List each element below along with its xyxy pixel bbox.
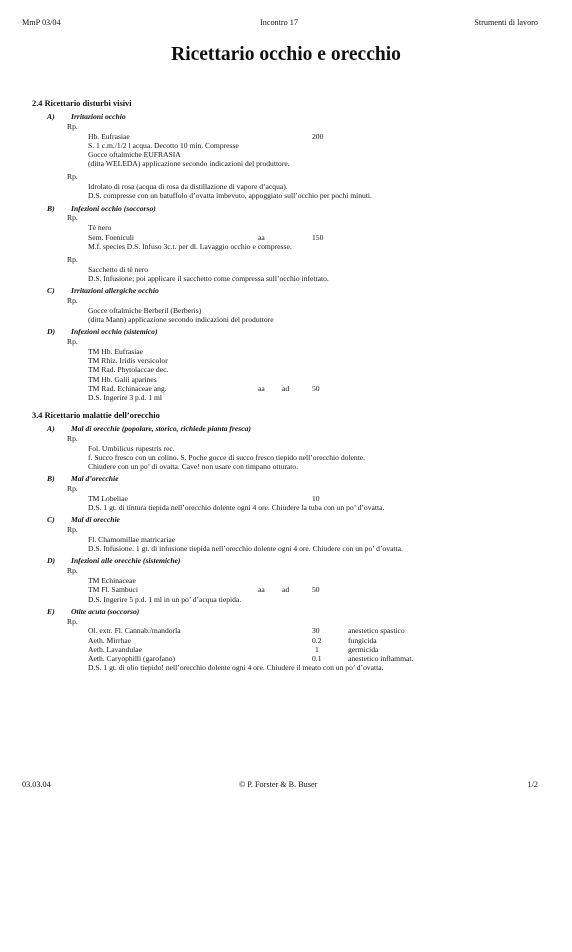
recipe-line: Gocce oftalmiche EUFRASIA: [88, 150, 181, 160]
recipe-line: TM Hb. Eufrasiae: [88, 346, 144, 356]
ingredient: TM Lobeliae: [88, 494, 128, 503]
recipe-line: TM Rad. Phytolaccae dec.: [88, 365, 169, 375]
subsection-title: Mal di orecchie: [71, 515, 120, 525]
subsection-title: Irritazioni allergiche occhio: [71, 286, 159, 296]
subsection-title: Infezioni alle orecchie (sistemiche): [71, 556, 181, 566]
page-title: Ricettario occhio e orecchio: [171, 44, 401, 65]
ingredient-note: anestetico spastico: [348, 626, 405, 636]
recipe-line: M.f. species D.S. Infuso 3c.t. per dl. Lavaggio occhio e compresse.: [88, 241, 292, 251]
recipe-line: S. 1 c.m./1/2 l acqua. Decotto 10 min. Compresse: [88, 140, 239, 150]
subsection-title: Infezioni occhio (soccorso): [71, 203, 156, 213]
recipe-line: [32, 233, 542, 242]
ingredient: Aeth. Mirrhae: [88, 635, 132, 645]
recipe-line: TM Rhiz. Iridis versicolor: [88, 356, 168, 366]
recipe-line: [32, 654, 542, 663]
ingredient: TM Fl. Sambuci: [88, 585, 138, 595]
subsection-ear-b: [32, 474, 542, 484]
recipe-marker: Rp.: [67, 525, 78, 535]
aa-marker: aa: [258, 383, 265, 393]
recipe-marker: Rp.: [67, 172, 78, 182]
ingredient-note: germicida: [348, 644, 379, 654]
quantity: 200: [312, 131, 324, 141]
quantity: 1: [315, 644, 319, 654]
recipe-line: [32, 384, 542, 393]
recipe-line: Fl. Chamomillae matricariae: [88, 535, 176, 545]
quantity: 30: [312, 626, 320, 636]
recipe-line: TM Hb. Galii aparines: [88, 374, 157, 384]
recipe-line: [32, 636, 542, 645]
ingredient: TM Rad. Echinaceae ang.: [88, 383, 167, 393]
recipe-line: D.S. Infusione; poi applicare il sacchetto come compressa sull’occhio infettato.: [88, 273, 329, 283]
subsection-title: Mal di orecchie (popolare, storico, richiede pianta fresca): [71, 424, 251, 433]
section-heading-ear: 3.4 Ricettario malattie dell’orecchio: [32, 411, 160, 421]
quantity: 50: [312, 383, 320, 393]
subsection-letter: C): [47, 286, 55, 296]
ingredient: Aeth. Caryophilli (garofano): [88, 654, 176, 664]
recipe-line: D.S. Ingerire 5 p.d. 1 ml in un po’ d’acqua tiepida.: [88, 594, 242, 604]
subsection-eye-d: [32, 327, 542, 337]
quantity: 150: [312, 232, 324, 242]
subsection-title: Otite acuta (soccorso): [71, 606, 140, 616]
recipe-line: Chiudere con un po’ di ovatta. Cave! non usare con timpano otturato.: [88, 462, 299, 472]
footer-date: 03.03.04: [22, 780, 51, 789]
subsection-title: Irritazioni occhio: [71, 111, 126, 121]
subsection-ear-e: [32, 607, 542, 617]
ingredient: Ol. extr. Fl. Cannab./mandorla: [88, 626, 181, 636]
recipe-line: Tè nero: [88, 223, 112, 233]
recipe-marker: Rp.: [67, 616, 78, 626]
recipe-marker: Rp.: [67, 296, 78, 305]
subsection-ear-c: [32, 515, 542, 525]
quantity: 50: [312, 585, 320, 595]
recipe-line: TM Echinaceae: [88, 576, 136, 586]
quantity: 0.2: [312, 635, 322, 645]
subsection-letter: D): [47, 556, 56, 566]
ingredient: Sem. Foeniculi: [88, 232, 134, 242]
aa-marker: aa: [258, 232, 265, 242]
recipe-line: Sacchetto di tè nero: [88, 264, 149, 274]
recipe-line: Idrolato di rosa (acqua di rosa da distillazione di vapore d’acqua).: [88, 182, 288, 192]
recipe-marker: Rp.: [67, 337, 78, 347]
subsection-ear-a: [32, 424, 542, 434]
document-body: [32, 99, 542, 672]
recipe-line: [32, 645, 542, 654]
recipe-line: [32, 626, 542, 635]
recipe-line: D.S. 1 gt. di olio tiepido! nell’orecchio dolente ogni 4 ore. Chiudere il meato con un po’ d’ovatta.: [88, 663, 384, 673]
recipe-line: [32, 585, 542, 594]
subsection-letter: D): [47, 327, 56, 337]
aa-marker: aa: [258, 585, 265, 595]
recipe-line: D.S. Infusione. 1 gt. di infusione tiepida nell’orecchio dolente ogni 4 ore. Chiudere con un po’ d’ovatta.: [88, 544, 403, 554]
subsection-letter: B): [47, 474, 55, 484]
recipe-marker: Rp.: [67, 484, 78, 494]
recipe-line: [32, 132, 542, 141]
header-category: Strumenti di lavoro: [474, 18, 538, 27]
section-heading-eye: 2.4 Ricettario disturbi visivi: [32, 99, 132, 108]
header-course-code: MmP 03/04: [22, 18, 61, 27]
recipe-line: D.S. compresse con un batuffolo d’ovatta imbevuto, appoggiato sull’occhio per pochi minuti.: [88, 191, 372, 201]
ingredient-note: anestetico inflammat.: [348, 654, 414, 664]
recipe-marker: Rp.: [67, 566, 78, 576]
header-meeting: Incontro 17: [260, 18, 298, 27]
subsection-eye-b: [32, 204, 542, 214]
recipe-line: Gocce oftalmiche Berberil (Berberis): [88, 305, 202, 315]
recipe-line: Fol. Umbilicus rupestris rec.: [88, 443, 175, 453]
subsection-ear-d: [32, 556, 542, 566]
subsection-letter: E): [47, 606, 55, 616]
subsection-title: Infezioni occhio (sistemico): [71, 327, 158, 337]
recipe-marker: Rp.: [67, 121, 78, 131]
recipe-marker: Rp.: [67, 213, 78, 223]
footer-copyright: © P. Forster & B. Buser: [239, 780, 318, 789]
recipe-line: f. Succo fresco con un colino. S. Poche gocce di succo fresco tiepido nell’orecchio dolente.: [88, 452, 366, 462]
recipe-line: [32, 494, 542, 503]
recipe-line: D.S. 1 gt. di tintura tiepida nell’orecchio dolente ogni 4 ore. Chiudere la tuba con un po’ d’ovatta.: [88, 503, 385, 513]
ingredient: Hb. Eufrasiae: [88, 131, 130, 141]
subsection-title: Mal d’orecchie: [71, 474, 119, 484]
quantity: 0.1: [312, 654, 322, 664]
recipe-line: (ditta WELEDA) applicazione secondo indicazioni del produttore.: [88, 159, 290, 169]
footer-page-number: 1/2: [527, 780, 538, 789]
ad-marker: ad: [282, 383, 290, 393]
subsection-letter: A): [47, 111, 55, 121]
ad-marker: ad: [282, 585, 290, 595]
recipe-marker: Rp.: [67, 433, 78, 443]
subsection-eye-c: [32, 286, 542, 296]
recipe-line: (ditta Mann) applicazione secondo indicazioni del produttore: [88, 315, 274, 325]
ingredient: Aeth. Lavandulae: [88, 644, 142, 654]
recipe-marker: Rp.: [67, 254, 78, 264]
subsection-eye-a: [32, 112, 542, 122]
recipe-line: D.S. Ingerire 3 p.d. 1 ml: [88, 392, 163, 402]
page-footer: [22, 780, 538, 792]
subsection-letter: C): [47, 515, 55, 525]
subsection-letter: A): [47, 424, 55, 433]
page-header: [22, 18, 538, 30]
subsection-letter: B): [47, 203, 55, 213]
ingredient-note: fungicida: [348, 635, 377, 645]
quantity: 10: [312, 494, 320, 503]
